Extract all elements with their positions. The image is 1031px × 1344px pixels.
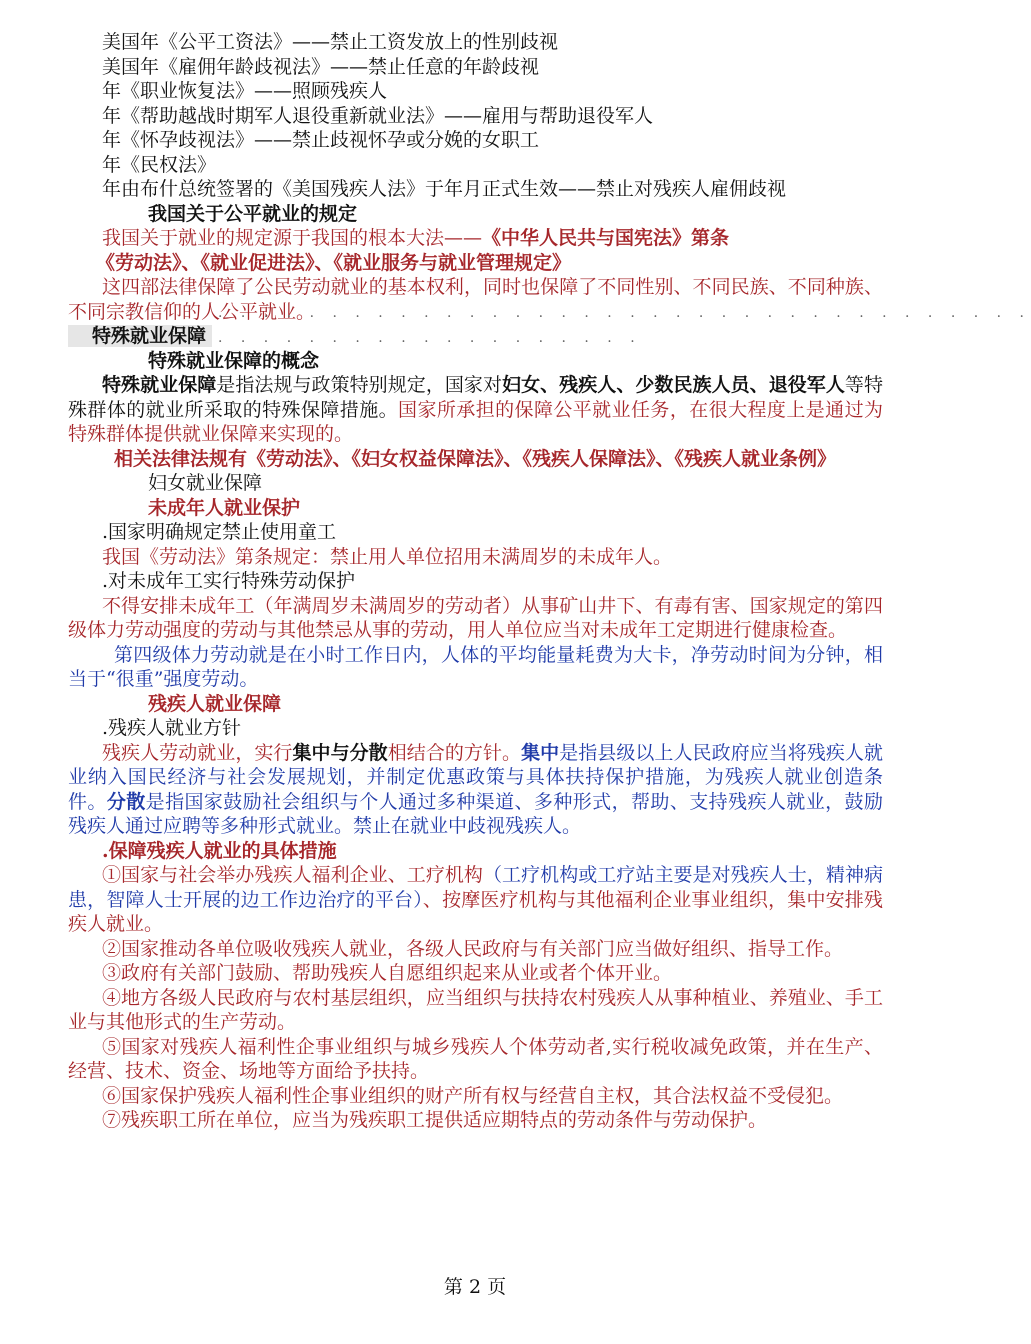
law-us-7: 年由布什总统签署的《美国残疾人法》于年月正式生效——禁止对残疾人雇佣歧视 — [102, 178, 787, 200]
measure-4: ④地方各级人民政府与农村基层组织，应当组织与扶持农村残疾人从事种植业、养殖业、手工业与其他形式的生产劳动。 — [68, 986, 883, 1033]
page-number: 第 2 页 — [443, 1276, 507, 1298]
law-us-2: 美国年《雇佣年龄歧视法》——禁止任意的年龄歧视 — [102, 55, 540, 78]
law-us-1: 美国年《公平工资法》——禁止工资发放上的性别歧视 — [102, 31, 559, 53]
women-heading: 妇女就业保障 — [148, 472, 263, 494]
document-page — [68, 30, 1031, 1133]
related-laws: 相关法律法规有《劳动法》、《妇女权益保障法》、《残疾人保障法》、《残疾人就业条例》 — [114, 447, 837, 470]
definition-term: 特殊就业保障 — [102, 374, 217, 396]
policy-disperse-text: 是指国家鼓励社会组织与个人通过多种渠道、多种形式，帮助、支持残疾人就业，鼓励残疾人通过应聘等多种形式就业。禁止在就业中歧视残疾人。 — [68, 790, 883, 837]
measure-1 — [68, 863, 883, 937]
china-fair-para: 这四部法律保障了公民劳动就业的基本权利，同时也保障了不同性别、不同民族、不同种族、不同宗教信仰的人公平就业。 — [68, 276, 883, 323]
constitution-title: 《中华人民共与国宪法》第条 — [482, 227, 730, 249]
definition-groups: 妇女、残疾人、少数民族人员、退役军人 — [502, 374, 845, 396]
measure-7: ⑦残疾职工所在单位，应当为残疾职工提供适应期特点的劳动条件与劳动保护。 — [102, 1109, 768, 1131]
special-section-title: 特殊就业保障 — [68, 325, 212, 347]
level4-definition: 第四级体力劳动就是在小时工作日内，人体的平均能量耗费为大卡，净劳动时间为分钟，相当于“很重”强度劳动。 — [68, 643, 883, 690]
concept-definition — [68, 373, 883, 447]
minor-item-2: .对未成年工实行特殊劳动保护 — [102, 570, 356, 592]
dotted-underline: · · · · · · · · · · · · · · · · · · · · · · · · · · · · · · · · · · · · — [218, 309, 1031, 325]
china-fair-constitution — [68, 226, 883, 251]
minor-item-1: .国家明确规定禁止使用童工 — [102, 521, 337, 543]
measure-1-c: 、按摩医疗机构与其他福利企业事业组织，集中安排残疾人就业。 — [68, 888, 883, 935]
constitution-lead: 我国关于就业的规定源于我国的根本大法—— — [102, 227, 483, 249]
law-us-4: 年《帮助越战时期军人退役重新就业法》——雇用与帮助退役军人 — [102, 104, 654, 127]
law-us-6: 年《民权法》 — [102, 153, 217, 176]
law-us-5: 年《怀孕歧视法》——禁止歧视怀孕或分娩的女职工 — [102, 129, 540, 151]
policy-concentrate: 集中 — [521, 741, 560, 764]
policy-c: 相结合的方针。 — [387, 741, 522, 764]
policy-disperse: 分散 — [106, 790, 146, 813]
definition-text-1: 是指法规与政策特别规定，国家对 — [216, 374, 503, 396]
disabled-measures-title: .保障残疾人就业的具体措施 — [102, 839, 337, 862]
measure-2: ②国家推动各单位吸收残疾人就业，各级人民政府与有关部门应当做好组织、指导工作。 — [102, 937, 844, 960]
definition-task: 国家所承担的保障公平就业任务，在很大程度上是通过为特殊群体提供就业保障来实现的。 — [68, 398, 883, 445]
minor-item-2-detail: 不得安排未成年工（年满周岁未满周岁的劳动者）从事矿山井下、有毒有害、国家规定的第四级体力劳动强度的劳动与其他禁忌从事的劳动，用人单位应当对未成年工定期进行健康检查。 — [68, 594, 883, 641]
law-us-3: 年《职业恢复法》——照顾残疾人 — [102, 80, 388, 102]
minor-heading: 未成年人就业保护 — [148, 496, 301, 519]
policy-concentrate-disperse: 集中与分散 — [292, 741, 388, 764]
policy-a: 残疾人劳动就业，实行 — [102, 741, 293, 764]
china-fair-heading: 我国关于公平就业的规定 — [148, 202, 358, 225]
disabled-policy-title: .残疾人就业方针 — [102, 717, 242, 739]
measure-6: ⑥国家保护残疾人福利性企事业组织的财产所有权与经营自主权，其合法权益不受侵犯。 — [102, 1084, 844, 1107]
disabled-heading: 残疾人就业保障 — [148, 692, 282, 715]
china-fair-laws: 《劳动法》、《就业促进法》、《就业服务与就业管理规定》 — [96, 251, 572, 274]
concept-heading: 特殊就业保障的概念 — [148, 349, 320, 372]
minor-item-1-detail: 我国《劳动法》第条规定：禁止用人单位招用未满周岁的未成年人。 — [102, 545, 673, 568]
measure-5: ⑤国家对残疾人福利性企事业组织与城乡残疾人个体劳动者,实行税收减免政策，并在生产、经营、技术、资金、场地等方面给予扶持。 — [68, 1035, 883, 1082]
measure-3: ③政府有关部门鼓励、帮助残疾人自愿组织起来从业或者个体开业。 — [102, 962, 673, 984]
section-dotted-underline: · · · · · · · · · · · · · · · · · · · — [218, 333, 642, 350]
measure-1-a: ①国家与社会举办残疾人福利企业、工疗机构 — [102, 864, 483, 886]
definition-text-2: 等特殊群体的就业所采取的特殊保障措施。 — [68, 374, 883, 421]
measure-1-note: （工疗机构或工疗站主要是对残疾人士，精神病患，智障人士开展的边工作边治疗的平台） — [68, 864, 883, 911]
disabled-policy-text — [68, 741, 883, 839]
policy-concentrate-text: 是指县级以上人民政府应当将残疾人就业纳入国民经济与社会发展规划，并制定优惠政策与具体扶持保护措施，为残疾人就业创造条件。 — [68, 741, 883, 813]
